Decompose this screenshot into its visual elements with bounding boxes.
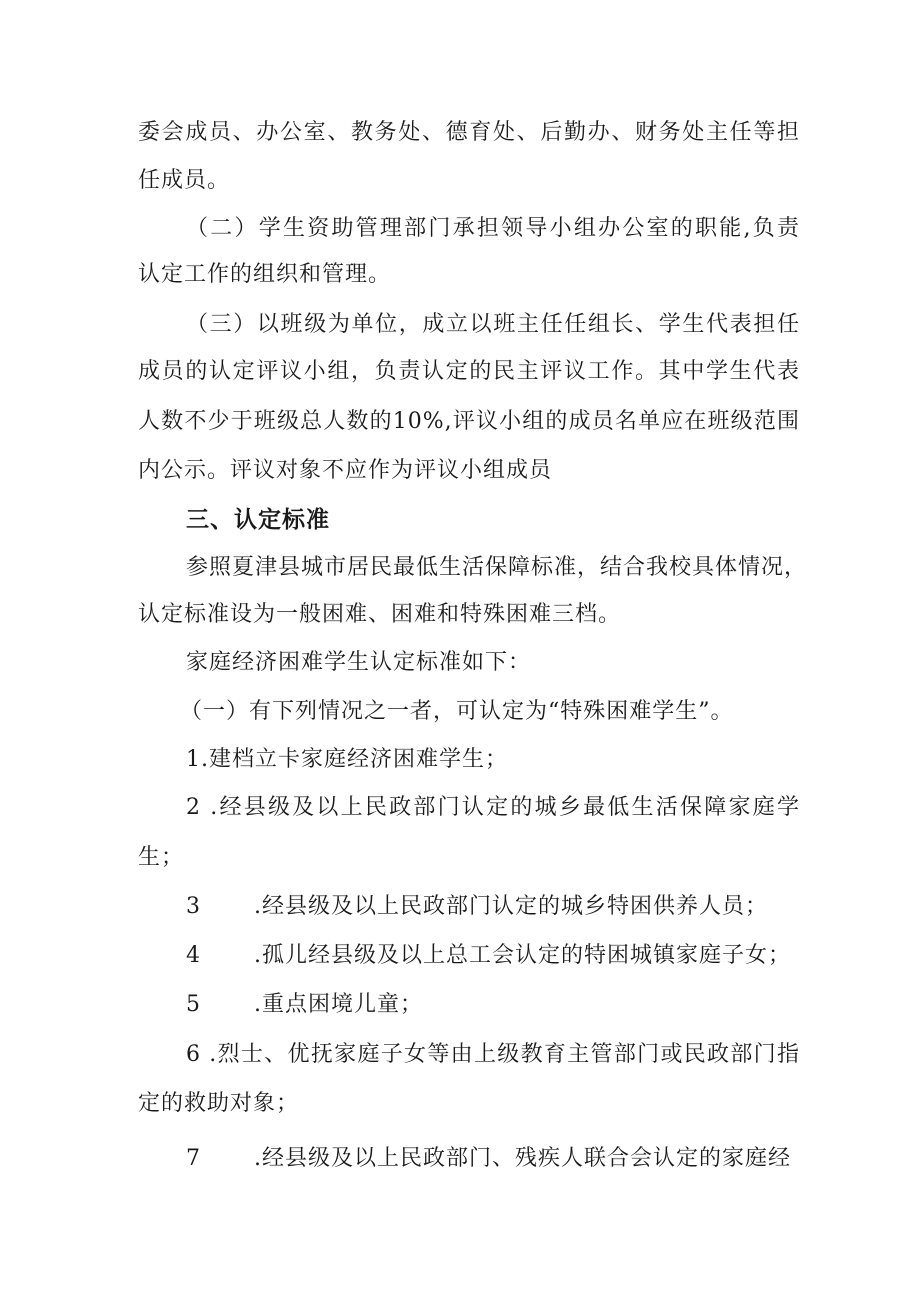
list-text: .经县级及以上民政部门认定的城乡特困供养人员； — [254, 894, 768, 919]
list-number: 4 — [186, 943, 201, 968]
list-number: 3 — [186, 894, 201, 919]
list-number: 5 — [186, 992, 201, 1017]
list-text: .经县级及以上民政部门、残疾人联合会认定的家庭经 — [254, 1146, 791, 1171]
paragraph-line: 内公示。评议对象不应作为评议小组成员 — [138, 458, 553, 483]
paragraph-line: 参照夏津县城市居民最低生活保障标准，结合我校具体情况， — [186, 555, 808, 580]
list-number: 7 — [186, 1146, 201, 1171]
list-item: 1.建档立卡家庭经济困难学生； — [186, 747, 508, 772]
list-text: .孤儿经县级及以上总工会认定的特困城镇家庭子女； — [254, 943, 791, 968]
paragraph-line: 家庭经济困难学生认定标准如下： — [186, 650, 532, 675]
paragraph-line: 认定工作的组织和管理。 — [138, 262, 392, 287]
list-item — [186, 1144, 800, 1174]
list-item: 2 .经县级及以上民政部门认定的城乡最低生活保障家庭学 — [186, 795, 800, 820]
list-item: 6 .烈士、优抚家庭子女等由上级教育主管部门或民政部门指 — [186, 1042, 800, 1067]
paragraph-line: （一）有下列情况之一者，可认定为“特殊困难学生”。 — [180, 699, 734, 724]
list-text: .重点困境儿童； — [254, 992, 423, 1017]
paragraph-line: 定的救助对象； — [138, 1091, 300, 1116]
paragraph-line: 认定标准设为一般困难、困难和特殊困难三档。 — [138, 602, 622, 627]
section-heading: 三、认定标准 — [186, 507, 330, 533]
list-item — [186, 941, 800, 971]
paragraph-line: （三）以班级为单位，成立以班主任任组长、学生代表担任 — [186, 312, 800, 337]
paragraph-line: 人数不少于班级总人数的10%,评议小组的成员名单应在班级范围 — [138, 409, 800, 434]
list-item — [186, 990, 800, 1020]
paragraph-line: （二）学生资助管理部门承担领导小组办公室的职能,负责 — [186, 216, 800, 241]
paragraph-line: 成员的认定评议小组，负责认定的民主评议工作。其中学生代表 — [138, 359, 800, 384]
list-item — [186, 892, 800, 922]
paragraph-line: 任成员。 — [138, 168, 231, 193]
paragraph-line: 委会成员、办公室、教务处、德育处、后勤办、财务处主任等担 — [138, 120, 800, 145]
paragraph-line: 生； — [138, 845, 185, 870]
